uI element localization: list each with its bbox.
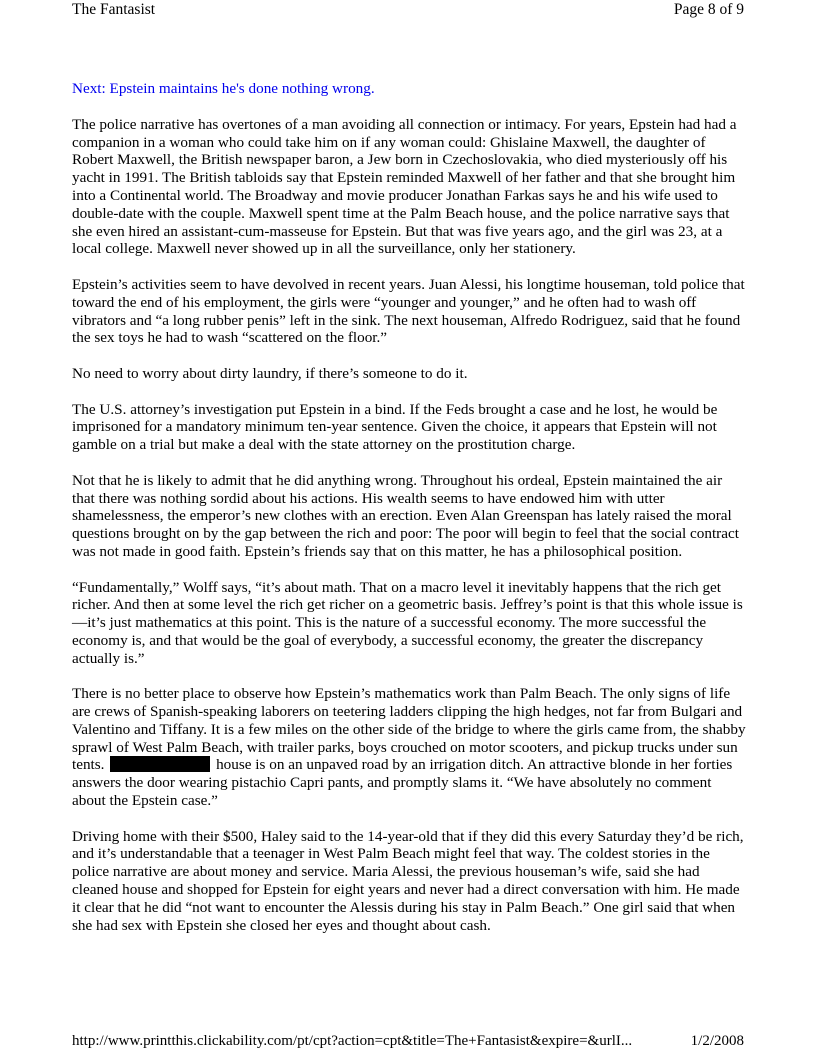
paragraph-text-before-redaction: There is no better place to observe how Epstein’s mathematics work than Palm Beach. The only signs of life are crews of Spanish-speaking laborers on teetering ladders clipping the high hedges, not far from Bulgari and Valentino and Tiffany. It is a few miles on the other side of the bridge to where the girls came from, the shabby sprawl of West Palm Beach, with trailer parks, boys crouched on motor scooters, and pickup trucks under sun tents. — [72, 685, 746, 774]
footer-url: http://www.printthis.clickability.com/pt/cpt?action=cpt&title=The+Fantasist&expire=&urlI... — [72, 1033, 633, 1049]
header-title: The Fantasist — [72, 1, 156, 18]
paragraph: Not that he is likely to admit that he did anything wrong. Throughout his ordeal, Epstein maintained the air that there was nothing sordid about his actions. His wealth seems to have endowed him with utter shamelessness, the emperor’s new clothes with an erection. Even Alan Greenspan has lately raised the moral questions brought on by the gap between the rich and poor: The poor will begin to feel that the social contract was not made in good faith. Epstein’s friends say that on this matter, he has a philosophical position. — [72, 471, 739, 560]
paragraph-with-redaction — [72, 685, 748, 810]
next-page-link[interactable]: Next: Epstein maintains he's done nothing wrong. — [72, 80, 375, 97]
redaction-block — [110, 756, 210, 772]
paragraph-text-after-redaction: house is on an unpaved road by an irrigation ditch. An attractive blonde in her forties answers the door wearing pistachio Capri pants, and promptly slams it. “We have absolutely no comment about the Epstein case.” — [72, 756, 733, 810]
paragraph: No need to worry about dirty laundry, if there’s someone to do it. — [72, 364, 468, 382]
paragraph: The police narrative has overtones of a man avoiding all connection or intimacy. For years, Epstein had had a companion in a woman who could take him on if any woman could: Ghislaine Maxwell, the daughter of Robert Maxwell, the British newspaper baron, a Jew born in Czechoslovakia, who died mysteriously off his yacht in 1991. The British tabloids say that Epstein reminded Maxwell of her father and that she brought him into a Continental world. The Broadway and movie producer Jonathan Farkas says he and his wife used to double-date with the couple. Maxwell spent time at the Palm Beach house, and the police narrative says that she even hired an assistant-cum-masseuse for Epstein. But that was five years ago, and the girl was 23, at a local college. Maxwell never showed up in all the surveillance, only her stationery. — [72, 115, 737, 258]
paragraph: Epstein’s activities seem to have devolved in recent years. Juan Alessi, his longtime houseman, told police that toward the end of his employment, the girls were “younger and younger,” and he often had to wash off vibrators and “a long rubber penis” left in the sink. The next houseman, Alfredo Rodriguez, said that he found the sex toys he had to wash “scattered on the floor.” — [72, 275, 745, 347]
paragraph: “Fundamentally,” Wolff says, “it’s about math. That on a macro level it inevitably happens that the rich get richer. And then at some level the rich get richer on a geometric basis. Jeffrey’s point is that this whole issue is—it’s just mathematics at this point. This is the nature of a successful economy. The more successful the economy is, and that would be the goal of everybody, a successful economy, the greater the discrepancy actually is.” — [72, 578, 743, 667]
paragraph: Driving home with their $500, Haley said to the 14-year-old that if they did this every Saturday they’d be rich, and it’s understandable that a teenager in West Palm Beach might feel that way. The coldest stories in the police narrative are about money and service. Maria Alessi, the previous houseman’s wife, said she had cleaned house and shopped for Epstein for eight years and never had a direct conversation with him. He made it clear that he did “not want to encounter the Alessis during his stay in Palm Beach.” One girl said that when she had sex with Epstein she closed her eyes and thought about cash. — [72, 827, 744, 934]
page-number: Page 8 of 9 — [673, 1, 744, 18]
article-body — [72, 80, 748, 952]
footer-date: 1/2/2008 — [690, 1033, 744, 1049]
paragraph: The U.S. attorney’s investigation put Epstein in a bind. If the Feds brought a case and he lost, he would be imprisoned for a mandatory minimum ten-year sentence. Given the choice, it appears that Epstein will not gamble on a trial but make a deal with the state attorney on the prostitution charge. — [72, 400, 718, 454]
